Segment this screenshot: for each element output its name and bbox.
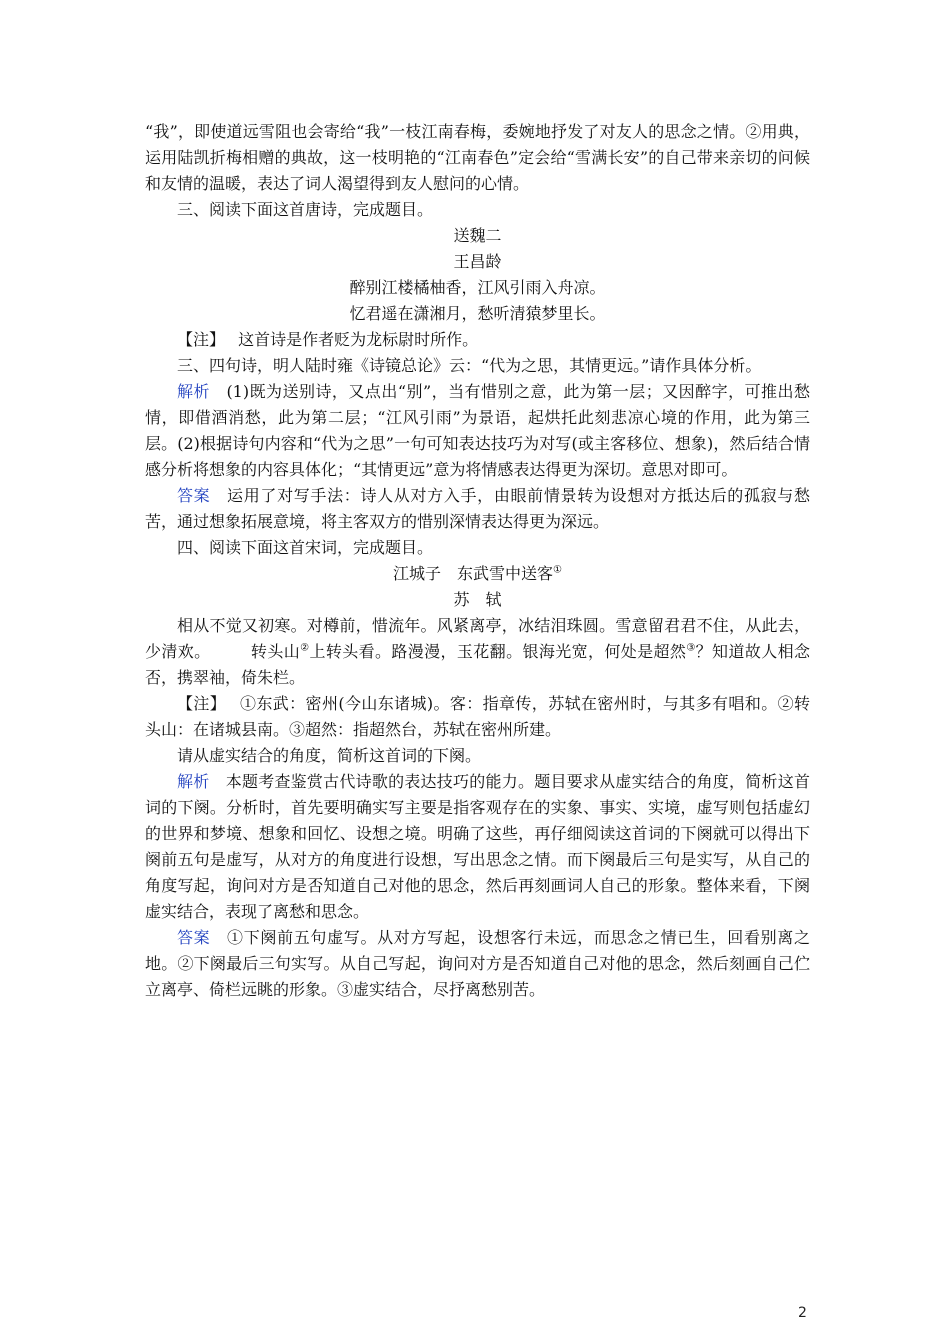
section4-note [145,691,810,743]
analysis-label: 解析 [177,772,210,791]
ci-text [145,613,810,691]
section3-heading: 三、阅读下面这首唐诗，完成题目。 [177,200,434,219]
poem-author: 王昌龄 [453,252,502,271]
ci-title [145,561,810,587]
section3-question: 三、四句诗，明人陆时雍《诗镜总论》云：“代为之思，其情更远。”请作具体分析。 [177,356,762,375]
answer-label: 答案 [177,486,211,505]
section4-analysis [145,769,810,925]
answer-text: ①下阕前五句虚写。从对方写起，设想客行未远，而思念之情已生，回看别离之地。②下阕最后三句实写。从自己写起，询问对方是否知道自己对他的思念，然后刻画自己伫立离亭、倚栏远眺的形象。③虚实结合，尽抒离愁别苦。 [145,928,810,999]
section4-heading: 四、阅读下面这首宋词，完成题目。 [177,538,434,557]
poem-title: 送魏二 [453,226,502,245]
note-label: 【注】 [177,330,218,349]
footnote-marker-3: ③ [686,642,696,654]
poem-line-1: 醉别江楼橘柚香，江风引雨入舟凉。 [349,278,606,297]
ci-upper-stanza: 相从不觉又初寒。对樽前，惜流年。风紧离亭，冰结泪珠圆。雪意留君君不住，从此去，少清欢。 [145,616,810,661]
note-text: 这首诗是作者贬为龙标尉时所作。 [238,330,479,349]
page-number: 2 [798,1305,807,1321]
note-label: 【注】 [177,694,219,713]
answer-label: 答案 [177,928,211,947]
ci-lower-stanza-c: ？知道故人相念否，携翠袖，倚朱栏。 [145,642,810,687]
section4-answer [145,925,810,1003]
analysis-label: 解析 [177,382,210,401]
footnote-marker-2: ② [300,642,310,654]
answer-text: 运用了对写手法：诗人从对方入手，由眼前情景转为设想对方抵达后的孤寂与愁苦，通过想象拓展意境，将主客双方的惜别深情表达得更为深远。 [145,486,810,531]
analysis-text: (1)既为送别诗，又点出“别”，当有惜别之意，此为第一层；又因醉字，可推出愁情，即借酒消愁，此为第二层；“江风引雨”为景语，起烘托此刻悲凉心境的作用，此为第三层。(2)根据诗句内容和“代为之思”一句可知表达技巧为对写(或主客移位、想象)，然后结合情感分析将想象的内容具体化；“其情更远”意为将情感表达得更为深切。意思对即可。 [145,382,810,479]
ci-title-text: 江城子 东武雪中送客 [393,564,554,583]
ci-author: 苏 轼 [453,590,502,609]
analysis-text: 本题考查鉴赏古代诗歌的表达技巧的能力。题目要求从虚实结合的角度，简析这首词的下阕。分析时，首先要明确实写主要是指客观存在的实象、事实、实境，虚写则包括虚幻的世界和梦境、想象和回忆、设想之境。明确了这些，再仔细阅读这首词的下阕就可以得出下阕前五句是虚写，从对方的角度进行设想，写出思念之情。而下阕最后三句是实写，从自己的角度写起，询问对方是否知道自己对他的思念，然后再刻画词人自己的形象。整体来看，下阕虚实结合，表现了离愁和思念。 [145,772,810,921]
section3-answer [145,483,810,535]
ci-lower-stanza-a: 转头山 [250,642,301,661]
section4-question: 请从虚实结合的角度，简析这首词的下阕。 [177,746,482,765]
page-content [145,119,810,1003]
poem-line-2: 忆君遥在潇湘月，愁听清猿梦里长。 [349,304,606,323]
paragraph-intro: “我”，即使道远雪阻也会寄给“我”一枝江南春梅，委婉地抒发了对友人的思念之情。②用典，运用陆凯折梅相赠的典故，这一枝明艳的“江南春色”定会给“雪满长安”的自己带来亲切的问候和友情的温暖，表达了词人渴望得到友人慰问的心情。 [145,122,810,193]
footnote-marker-1: ① [553,564,562,576]
section3-note [145,327,810,353]
ci-lower-stanza-b: 上转头看。路漫漫，玉花翻。银海光宽，何处是超然 [309,642,687,661]
section3-analysis [145,379,810,483]
note-text: ①东武：密州(今山东诸城)。客：指章传，苏轼在密州时，与其多有唱和。②转头山：在诸城县南。③超然：指超然台，苏轼在密州所建。 [145,694,810,739]
